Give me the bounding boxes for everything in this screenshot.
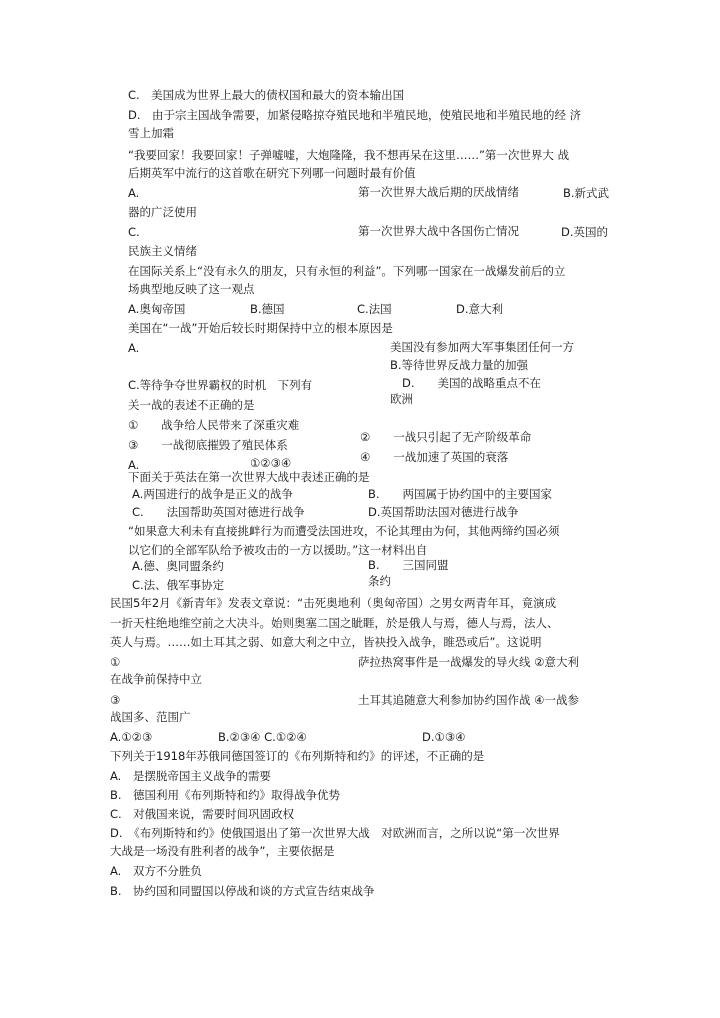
text-line: 美国没有参加两大军事集团任何一方 xyxy=(390,340,574,354)
text-line: B. 两国属于协约国中的主要国家 xyxy=(368,487,553,501)
text-line: B.德国 xyxy=(250,302,285,316)
text-line: 条约 xyxy=(368,574,391,588)
text-line: 美国在“一战”开始后较长时期保持中立的根本原因是 xyxy=(128,321,393,335)
text-line: 萨拉热窝事件是一战爆发的导火线 ②意大利 xyxy=(358,655,579,669)
text-line: ①②③④ xyxy=(250,456,292,470)
text-line: 场典型地反映了这一观点 xyxy=(128,282,255,296)
text-line: A.两国进行的战争是正义的战争 xyxy=(132,487,293,501)
text-line: C. 对俄国来说，需要时间巩固政权 xyxy=(110,807,295,821)
text-line: C.等待争夺世界霸权的时机 下列有 xyxy=(128,378,313,392)
text-line: C. xyxy=(128,225,140,239)
text-line: A. xyxy=(128,186,140,200)
text-line: 以它们的全部军队给予被攻击的一方以援助。”这一材料出自 xyxy=(128,543,428,557)
text-line: A. 是摆脱帝国主义战争的需要 xyxy=(110,769,271,783)
text-line: D. 《布列斯特和约》使俄国退出了第一次世界大战 对欧洲而言，之所以说“第一次世界 xyxy=(110,826,560,840)
text-line: 下列关于1918年苏俄同德国签订的《布列斯特和约》的评述，不正确的是 xyxy=(110,749,485,763)
text-line: ② 一战只引起了无产阶级革命 xyxy=(360,430,532,444)
text-line: D.英国帮助法国对德进行战争 xyxy=(368,505,519,519)
text-line: D. 美国的战略重点不在 xyxy=(402,376,542,390)
text-line: D.英国的 xyxy=(561,225,609,239)
text-line: ④ 一战加速了英国的衰落 xyxy=(360,450,509,464)
text-line: A.①②③ xyxy=(110,730,153,744)
text-line: 民族主义情绪 xyxy=(128,244,197,258)
text-line: 下面关于英法在第一次世界大战中表述正确的是 xyxy=(128,470,370,484)
text-line: 关一战的表述不正确的是 xyxy=(128,398,255,412)
text-line: ③ 一战彻底摧毁了殖民体系 xyxy=(128,438,288,452)
text-line: 在国际关系上“没有永久的朋友，只有永恒的利益”。下列哪一国家在一战爆发前后的立 xyxy=(128,264,566,278)
text-line: 器的广泛使用 xyxy=(128,205,197,219)
text-line: 雪上加霜 xyxy=(128,126,174,140)
text-line: ① xyxy=(110,655,121,669)
text-line: B.②③④ C.①②④ xyxy=(218,730,307,744)
text-line: 一折天柱绝地维空前之大决斗。始则奥塞二国之眦睚，於是俄人与焉，德人与焉，法人、 xyxy=(110,616,559,630)
text-line: D. 由于宗主国战争需要，加紧侵略掠夺殖民地和半殖民地，使殖民地和半殖民地的经 济 xyxy=(128,108,582,122)
text-line: C.法、俄军事协定 xyxy=(132,578,225,592)
text-line: 在战争前保持中立 xyxy=(110,672,202,686)
text-line: A.奥匈帝国 xyxy=(128,302,186,316)
text-line: A. xyxy=(128,458,140,472)
text-line: ① 战争给人民带来了深重灾难 xyxy=(128,418,300,432)
text-line: 民国5年2月《新青年》发表文章说：“击死奥地利（奥匈帝国）之男女两青年耳，竟演成 xyxy=(110,596,557,610)
text-line: C.法国 xyxy=(357,302,392,316)
text-line: D.意大利 xyxy=(456,302,504,316)
text-line: B. 协约国和同盟国以停战和谈的方式宣告结束战争 xyxy=(110,884,375,898)
text-line: 欧洲 xyxy=(390,392,413,406)
text-line: 英人与焉。……如土耳其之弱、如意大利之中立，皆袂投入战争，睢恐或后”。这说明 xyxy=(110,635,542,649)
text-line: “我要回家！我要回家！子弹嘘嘘，大炮隆隆，我不想再呆在这里……”第一次世界大 战 xyxy=(128,148,570,162)
text-line: C. 法国帮助英国对德进行战争 xyxy=(132,505,305,519)
text-line: 土耳其追随意大利参加协约国作战 ④一战参 xyxy=(358,693,579,707)
text-line: B. 德国利用《布列斯特和约》取得战争优势 xyxy=(110,788,341,802)
text-line: A.德、奥同盟条约 xyxy=(132,559,224,573)
text-line: 后期英军中流行的这首歌在研究下列哪一问题时最有价值 xyxy=(128,166,416,180)
text-line: D.①③④ xyxy=(422,730,466,744)
text-line: B.新式武 xyxy=(563,186,610,200)
text-line: 大战是一场没有胜利者的战争”，主要依据是 xyxy=(110,844,335,858)
text-line: 战国多、范围广 xyxy=(110,710,191,724)
text-line: ③ xyxy=(110,693,121,707)
text-line: B.等待世界反战力量的加强 xyxy=(390,358,529,372)
text-line: C. 美国成为世界上最大的债权国和最大的资本输出国 xyxy=(128,88,405,102)
text-line: 第一次世界大战中各国伤亡情况 xyxy=(358,224,519,238)
text-line: 第一次世界大战后期的厌战情绪 xyxy=(358,185,519,199)
text-line: A. xyxy=(128,341,140,355)
text-line: “如果意大利未有直接挑衅行为而遭受法国进攻，不论其理由为何，其他两缔约国必须 xyxy=(128,524,560,538)
text-line: A. 双方不分胜负 xyxy=(110,864,202,878)
text-line: B. 三国同盟 xyxy=(368,558,449,572)
